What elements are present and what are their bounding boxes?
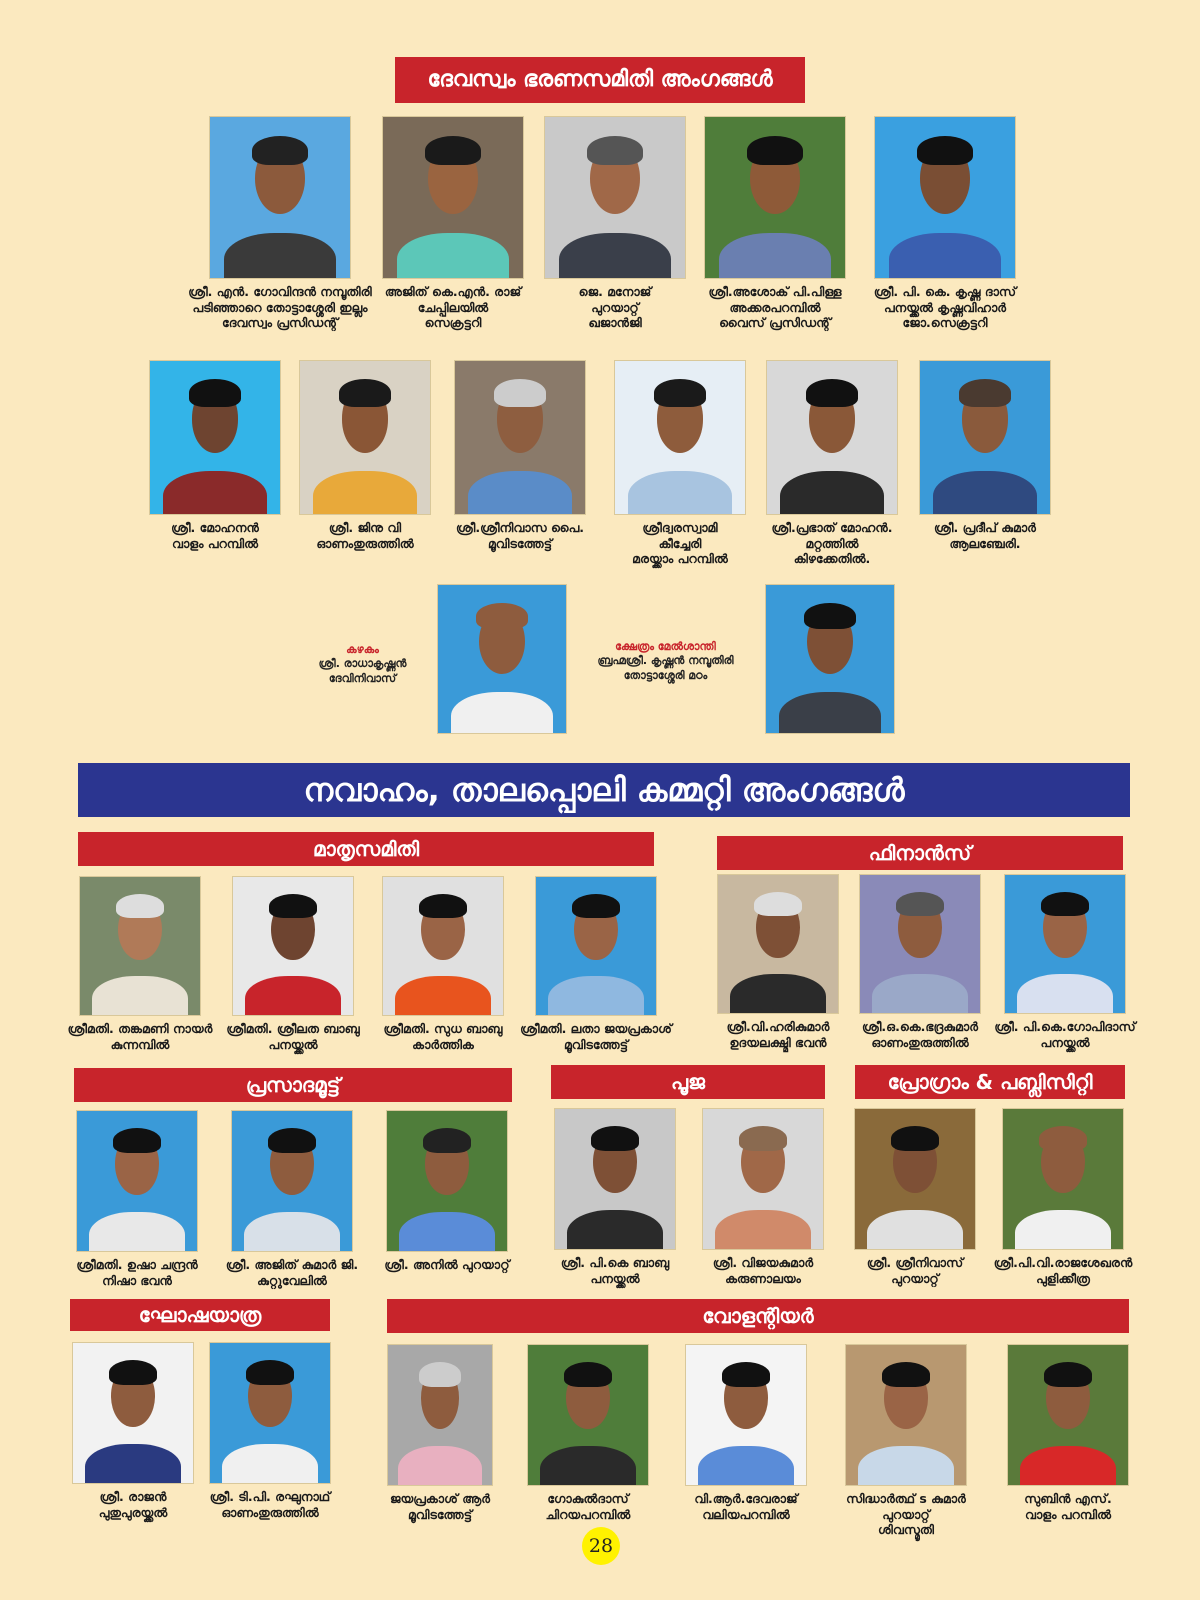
member-photo [437,584,567,734]
mathru-samithi-banner: മാതൃസമിതി [78,832,654,866]
program-publicity-banner: പ്രോഗ്രാം & പബ്ലിസിറ്റി [855,1065,1125,1099]
member-name: ജെ. മനോജ് പുറയാറ്റ് ഖജാൻജി [578,284,652,331]
member-photo [209,1342,331,1484]
member-photo [544,116,686,279]
member-name: ശ്രീമതി. തങ്കമണി നായർ കുന്നമ്പിൽ [67,1021,213,1052]
member-name: ശ്രീ.പ്രഭാത് മോഹൻ. മറ്റത്തിൽ കിഴക്കേതിൽ. [771,520,893,567]
member-photo [527,1344,649,1486]
member-name: ശ്രീ.അശോക് പി.പിള്ള അക്കരപറമ്പിൽ വൈസ് പ്രസിഡന്റ് [708,284,842,331]
member-photo [382,876,504,1016]
member-name: ശ്രീ. ജിനു വി ഓണംതുരുത്തിൽ [316,520,414,551]
member-name: ശ്രീ. പി.കെ.ഗോപിദാസ് പനയ്ക്കൽ [994,1019,1136,1050]
member-photo [704,116,846,279]
page-number: 28 [582,1527,620,1565]
member-card [988,1108,1138,1286]
member-photo [702,1108,824,1250]
member-photo [387,1344,493,1486]
member-photo [76,1110,198,1252]
member-card [368,876,518,1052]
member-card [62,1110,212,1288]
member-card [905,360,1065,551]
member-card [845,116,1045,331]
member-photo [386,1110,508,1252]
member-name: ശ്രീ. പി.കെ ബാബു പനയ്ക്കൽ [560,1255,670,1286]
member-card [290,360,440,551]
member-photo [454,360,586,515]
member-name: വി.ആർ.ദേവരാജ് വലിയപറമ്പിൽ [694,1491,798,1522]
member-card [65,876,215,1052]
member-photo [232,876,354,1016]
member-photo [1002,1108,1124,1250]
member-name: ശ്രീ. പ്രദീപ് കുമാർ ആലഞ്ചേരി. [934,520,1036,551]
member-photo [854,1108,976,1250]
member-name: സുബിൻ എസ്. വാളം പറമ്പിൽ [1024,1491,1112,1522]
member-card [530,116,700,331]
member-card [836,1344,976,1538]
member-card [845,1108,985,1286]
member-name: സിദ്ധാർത്ഥ് s കുമാർ പുറയാറ്റ് ശിവസ്മൃതി [846,1491,966,1538]
member-name: ശ്രീ. മോഹനൻ വാളം പറമ്പിൽ [171,520,259,551]
member-photo [765,584,895,734]
member-photo [859,874,981,1014]
member-name: ശ്രീ.പി.വി.രാജശേഖരൻ പുളിക്കീത്ര [993,1255,1133,1286]
committee-title-banner: നവാഹം, താലപ്പൊലി കമ്മറ്റി അംഗങ്ങൾ [78,763,1130,817]
member-name: ശ്രീ. വിജയകുമാർ കരുണാലയം [712,1255,814,1286]
member-photo [554,1108,676,1250]
member-name: ശ്രീമതി. ലതാ ജയപ്രകാശ് മൂവിടത്തേട്ട് [520,1021,672,1052]
member-card [676,1344,816,1522]
member-card [218,876,368,1052]
member-name: ശ്രീ.വി.ഹരികുമാർ ഉദയലക്ഷ്മി ഭവൻ [726,1019,830,1050]
member-photo [1004,874,1126,1014]
melshanthi-label: ക്ഷേത്രം മേൽശാന്തി ബ്രഹ്മശ്രീ. കൃഷ്ണൻ നമ്പൂതിരി തോട്ടാശ്ശേരി മഠം [597,640,734,682]
member-photo [72,1342,194,1484]
member-name: ഗോകുൽദാസ് ചിറയപറമ്പിൽ [545,1491,631,1522]
member-photo [299,360,431,515]
member-card [160,116,400,331]
member-card [140,360,290,551]
member-card [370,1344,510,1522]
member-name: ശ്രീ. അജിത് കുമാർ ജി. കുറ്റുവേലിൽ [225,1257,359,1288]
member-card [212,1110,372,1288]
member-card [540,1108,690,1286]
member-name: ശ്രീ. രാജൻ പുതുപുരയ്ക്കൽ [98,1489,168,1520]
member-photo [766,360,898,515]
member-card [368,116,538,331]
member-card [600,360,760,567]
prasadam-banner: പ്രസാദമൂട്ട് [74,1068,512,1102]
devaswom-title-banner: ദേവസ്വം ഭരണസമിതി അംഗങ്ങൾ [395,57,805,103]
member-card [990,874,1140,1050]
member-name: ശ്രീദ്വരസ്വാമി കീച്ചേരി മരയ്ക്കാം പറമ്പിൽ [632,520,728,567]
member-photo [382,116,524,279]
member-name: അജിത് കെ.എൻ. രാജ് ചേപ്പിലയിൽ സെക്രട്ടറി [384,284,522,331]
member-name: ശ്രീമതി. ഉഷാ ചന്ദ്രൻ നിഷാ ഭവൻ [76,1257,198,1288]
member-photo [919,360,1051,515]
member-name: ശ്രീ. അനിൽ പുറയാറ്റ് [384,1257,510,1272]
member-card [998,1344,1138,1522]
kazhakam-label: കഴകം ശ്രീ. രാധാകൃഷ്ണൻ ദേവിനിവാസ് [318,643,407,685]
member-photo [231,1110,353,1252]
member-photo [874,116,1016,279]
member-photo [717,874,839,1014]
member-photo [685,1344,807,1486]
member-card [708,874,848,1050]
member-photo [614,360,746,515]
member-photo [209,116,351,279]
member-card [62,1342,204,1520]
volunteer-banner: വോളന്റിയർ [387,1299,1129,1333]
member-card [850,874,990,1050]
member-name: ശ്രീ.ഒ.കെ.ഭദ്രകുമാർ ഓണംതുരുത്തിൽ [861,1019,978,1050]
member-photo [1007,1344,1129,1486]
member-name: ശ്രീമതി. സുധ ബാബു കാർത്തിക [383,1021,503,1052]
member-card [688,1108,838,1286]
ghoshayathra-banner: ഘോഷയാത്ര [70,1299,330,1331]
member-name: ശ്രീ. ശ്രീനിവാസ് പുറയാറ്റ് [866,1255,964,1286]
member-name: ശ്രീ.ശ്രീനിവാസ പൈ. മൂവിടത്തേട്ട് [455,520,585,551]
member-name: ശ്രീ. ടി.പി. രഘുനാഥ് ഓണംതുരുത്തിൽ [209,1489,331,1520]
member-card [440,360,600,551]
member-card [372,1110,522,1273]
member-card [516,876,676,1052]
member-photo [149,360,281,515]
member-card [200,1342,340,1520]
member-photo [845,1344,967,1486]
member-card [518,1344,658,1522]
member-card [690,116,860,331]
member-photo [535,876,657,1016]
finance-banner: ഫിനാൻസ് [717,836,1123,870]
member-name: ശ്രീമതി. ശ്രീലത ബാബു പനയ്ക്കൽ [226,1021,360,1052]
member-name: ജയപ്രകാശ് ആർ മൂവിടത്തേട്ട് [389,1491,490,1522]
member-photo [79,876,201,1016]
member-name: ശ്രീ. എൻ. ഗോവിന്ദൻ നമ്പൂതിരി പടിഞ്ഞാറെ തോട്ടാശ്ശേരി ഇല്ലം ദേവസ്വം പ്രസിഡന്റ് [188,284,372,331]
member-card [752,360,912,567]
member-name: ശ്രീ. പി. കെ. കൃഷ്ണ ദാസ് പനയ്ക്കൽ കൃഷ്ണവിഹാർ ജോ.സെക്രട്ടറി [873,284,1017,331]
pooja-banner: പൂജ [551,1065,825,1099]
